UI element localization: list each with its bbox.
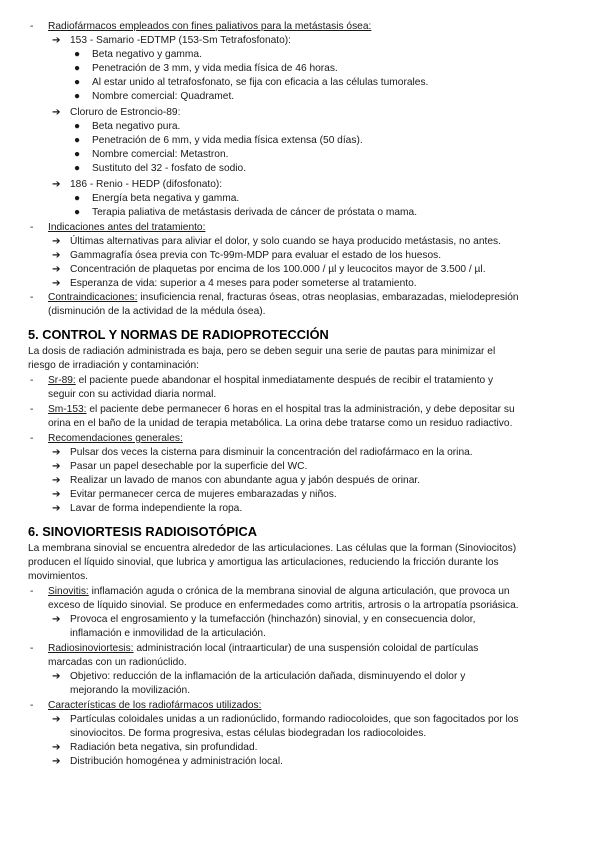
dash-bullet: - (30, 222, 34, 233)
dash-bullet: - (30, 292, 34, 303)
paragraph-line: La dosis de radiación administrada es baja, pero se deben seguir una serie de pautas para minimizar el (28, 346, 496, 357)
list-item: Evitar permanecer cerca de mujeres embarazadas y niños. (70, 489, 337, 500)
radiosinoviortesis-line (48, 642, 478, 655)
arrow-icon: ➔ (52, 756, 61, 767)
arrow-icon: ➔ (52, 447, 61, 458)
list-item: Objetivo: reducción de la inflamación de la articulación dañada, disminuyendo el dolor y (70, 671, 466, 682)
contraindicaciones-line (48, 291, 519, 304)
list-item: Concentración de plaquetas por encima de los 100.000 / µl y leucocitos mayor de 3.500 / µl. (70, 264, 486, 275)
list-item: Beta negativo pura. (92, 121, 181, 132)
indicaciones-title: Indicaciones antes del tratamiento: (48, 222, 206, 233)
arrow-icon: ➔ (52, 107, 61, 118)
arrow-icon: ➔ (52, 475, 61, 486)
dot-icon: ● (74, 193, 81, 204)
sm153-cont: orina en el baño de la unidad de terapia metabólica. La orina debe tratarse como un residuo radiactivo. (48, 418, 513, 429)
list-item: Esperanza de vida: superior a 4 meses para poder someterse al tratamiento. (70, 278, 417, 289)
arrow-icon: ➔ (52, 671, 61, 682)
arrow-icon: ➔ (52, 742, 61, 753)
sinovitis-label: Sinovitis: (48, 586, 89, 597)
dot-icon: ● (74, 207, 81, 218)
arrow-icon: ➔ (52, 714, 61, 725)
list-item: Sustituto del 32 - fosfato de sodio. (92, 163, 247, 174)
section-heading: 6. SINOVIORTESIS RADIOISOTÓPICA (28, 524, 257, 539)
list-item: Penetración de 6 mm, y vida media física extensa (50 días). (92, 135, 363, 146)
arrow-icon: ➔ (52, 489, 61, 500)
sr89-text: el paciente puede abandonar el hospital inmediatamente después de recibir el tratamiento y (75, 375, 494, 386)
dot-icon: ● (74, 91, 81, 102)
list-item: Al estar unido al tetrafosfonato, se fija con eficacia a las células tumorales. (92, 77, 429, 88)
sinovitis-text: inflamación aguda o crónica de la membrana sinovial de alguna articulación, que provoca un (88, 586, 510, 597)
contraindicaciones-text: insuficiencia renal, fracturas óseas, otras neoplasias, embarazadas, mielodepresión (137, 292, 519, 303)
arrow-icon: ➔ (52, 503, 61, 514)
arrow-icon: ➔ (52, 250, 61, 261)
list-item: Lavar de forma independiente la ropa. (70, 503, 243, 514)
sr89-label: Sr-89: (48, 375, 76, 386)
list-item: Realizar un lavado de manos con abundante agua y jabón después de orinar. (70, 475, 421, 486)
sm153-line (48, 403, 515, 416)
sm153-text: el paciente debe permanecer 6 horas en el hospital tras la administración, y debe depositar su (86, 404, 515, 415)
dot-icon: ● (74, 49, 81, 60)
arrow-icon: ➔ (52, 278, 61, 289)
list-item: Nombre comercial: Metastron. (92, 149, 229, 160)
recomendaciones-title: Recomendaciones generales: (48, 433, 183, 444)
list-item: Partículas coloidales unidas a un radionúclido, formando radiocoloides, que son fagocitados por los (70, 714, 519, 725)
dash-bullet: - (30, 700, 34, 711)
caracteristicas-title: Características de los radiofármacos utilizados: (48, 700, 262, 711)
radiosinoviortesis-text: administración local (intraarticular) de una suspensión coloidal de partículas (133, 643, 479, 654)
sr89-cont: seguir con su actividad diaria normal. (48, 389, 217, 400)
contraindicaciones-label: Contraindicaciones: (48, 292, 138, 303)
samario-title: 153 - Samario -EDTMP (153-Sm Tetrafosfonato): (70, 35, 292, 46)
paragraph-line: producen el líquido sinovial, que lubrica y amortigua las articulaciones, reduciendo la fricción durante los (28, 557, 499, 568)
dot-icon: ● (74, 63, 81, 74)
dot-icon: ● (74, 163, 81, 174)
dash-bullet: - (30, 643, 34, 654)
paragraph-line: riesgo de irradiación y contaminación: (28, 360, 200, 371)
list-item: Pasar un papel desechable por la superficie del WC. (70, 461, 308, 472)
dash-bullet: - (30, 375, 34, 386)
sinovitis-cont: exceso de líquido sinovial. Se produce en enfermedades como artritis, artrosis o la artropatía psoriásica. (48, 600, 519, 611)
dot-icon: ● (74, 121, 81, 132)
list-item: Beta negativo y gamma. (92, 49, 202, 60)
arrow-icon: ➔ (52, 179, 61, 190)
list-item: Pulsar dos veces la cisterna para disminuir la concentración del radiofármaco en la orina. (70, 447, 473, 458)
arrow-icon: ➔ (52, 264, 61, 275)
list-item: Nombre comercial: Quadramet. (92, 91, 235, 102)
dash-bullet: - (30, 404, 34, 415)
list-item-cont: inflamación e inmovilidad de la articulación. (70, 628, 266, 639)
list-item: Terapia paliativa de metástasis derivada de cáncer de próstata o mama. (92, 207, 418, 218)
list-item: Gammagrafía ósea previa con Tc-99m-MDP para evaluar el estado de los huesos. (70, 250, 442, 261)
paragraph-line: movimientos. (28, 571, 89, 582)
dot-icon: ● (74, 77, 81, 88)
list-item: Distribución homogénea y administración local. (70, 756, 283, 767)
list-item: Últimas alternativas para aliviar el dolor, y solo cuando se haya producido metástasis, no antes. (70, 236, 501, 247)
list-item-cont: mejorando la movilización. (70, 685, 191, 696)
contraindicaciones-cont: (disminución de la actividad de la médula ósea). (48, 306, 266, 317)
arrow-icon: ➔ (52, 614, 61, 625)
list-item-cont: sinoviocitos. De forma progresiva, estas células biodegradan los radiocoloides. (70, 728, 427, 739)
dash-bullet: - (30, 433, 34, 444)
list-item: Radiación beta negativa, sin profundidad. (70, 742, 258, 753)
arrow-icon: ➔ (52, 236, 61, 247)
sm153-label: Sm-153: (48, 404, 87, 415)
dot-icon: ● (74, 135, 81, 146)
dash-bullet: - (30, 586, 34, 597)
paragraph-line: La membrana sinovial se encuentra alrededor de las articulaciones. Las células que la forman (Sinoviocitos) (28, 543, 517, 554)
renio-title: 186 - Renio - HEDP (difosfonato): (70, 179, 223, 190)
estroncio-title: Cloruro de Estroncio-89: (70, 107, 181, 118)
dash-bullet: - (30, 21, 34, 32)
dot-icon: ● (74, 149, 81, 160)
radiosinoviortesis-cont: marcadas con un radionúclido. (48, 657, 187, 668)
arrow-icon: ➔ (52, 35, 61, 46)
radiosinoviortesis-label: Radiosinoviortesis: (48, 643, 134, 654)
list-item: Energía beta negativa y gamma. (92, 193, 240, 204)
sr89-line (48, 374, 493, 387)
sinovitis-line (48, 585, 510, 598)
list-item: Penetración de 3 mm, y vida media física de 46 horas. (92, 63, 338, 74)
paliativo-title: Radiofármacos empleados con fines paliativos para la metástasis ósea: (48, 21, 372, 32)
section-heading: 5. CONTROL Y NORMAS DE RADIOPROTECCIÓN (28, 327, 329, 342)
list-item: Provoca el engrosamiento y la tumefacción (hinchazón) sinovial, y en consecuencia dolor, (70, 614, 476, 625)
arrow-icon: ➔ (52, 461, 61, 472)
